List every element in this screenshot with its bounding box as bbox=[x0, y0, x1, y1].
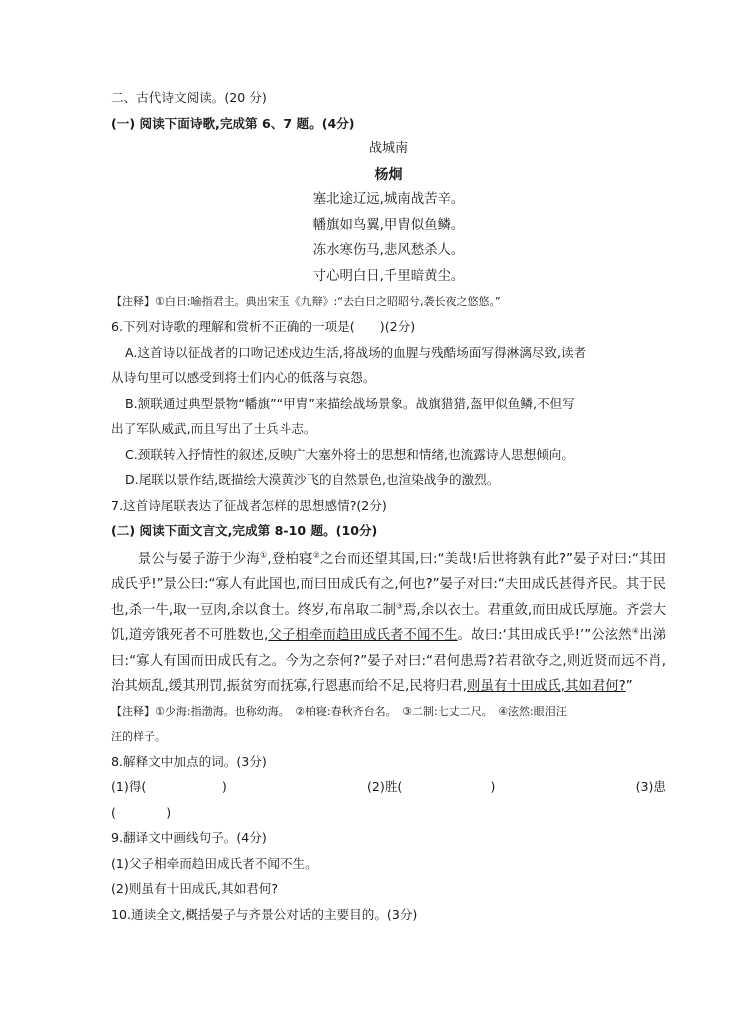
q8-stem: 8.解释文中加点的词。(3分) bbox=[111, 753, 267, 769]
underlined-sentence-2: 则虽有十田成氏,其如君何? bbox=[467, 679, 626, 694]
part2-heading: (二) 阅读下面文言文,完成第 8-10 题。(10分) bbox=[111, 523, 378, 538]
part1-heading: (一) 阅读下面诗歌,完成第 6、7 题。(4分) bbox=[111, 115, 355, 131]
q8-items bbox=[111, 777, 666, 797]
page-content bbox=[111, 88, 666, 930]
q9-item-2: (2)则虽有十田成氏,其如君何? bbox=[111, 881, 279, 896]
q6-option-b-cont: 出了军队威武,而且写出了士兵斗志。 bbox=[111, 421, 317, 436]
poem-line: 幡旗如鸟翼,甲胄似鱼鳞。 bbox=[312, 217, 465, 233]
poem-line: 寸心明白日,千里暗黄尘。 bbox=[312, 268, 465, 284]
section-title: 二、古代诗文阅读。(20 分) bbox=[111, 90, 267, 105]
q6-option-d: D.尾联以景作结,既描绘大漠黄沙飞的自然景色,也渲染战争的激烈。 bbox=[125, 472, 500, 487]
poem-line: 冻水寒伤马,悲风愁杀人。 bbox=[312, 243, 465, 258]
q8-item-3: (3)患 bbox=[635, 779, 666, 794]
q8-item-3-blank: ( ) bbox=[111, 804, 172, 820]
q8-item-1: (1)得( ) bbox=[111, 779, 227, 794]
q6-stem: 6.下列对诗歌的理解和赏析不正确的一项是( )(2分) bbox=[111, 319, 416, 334]
q6-option-a-cont: 从诗句里可以感受到将士们内心的低落与哀怨。 bbox=[111, 370, 376, 385]
q6-option-b: B.颔联通过典型景物“幡旗”“甲胄”来描绘战场景象。战旗猎猎,盔甲似鱼鳞,不但写 bbox=[125, 395, 575, 411]
q9-item-1: (1)父子相牵而趋田成氏者不闻不生。 bbox=[111, 855, 318, 871]
poem-author: 杨炯 bbox=[374, 166, 403, 183]
q8-item-2: (2)胜( ) bbox=[366, 779, 496, 794]
q10-stem: 10.通读全文,概括晏子与齐景公对话的主要目的。(3分) bbox=[111, 906, 418, 922]
q6-option-c: C.颈联转入抒情性的叙述,反映广大塞外将士的思想和情绪,也流露诗人思想倾向。 bbox=[125, 446, 574, 462]
underlined-sentence-1: 父子相牵而趋田成氏者不闻不生 bbox=[268, 628, 458, 643]
q7-stem: 7.这首诗尾联表达了征战者怎样的思想感情?(2分) bbox=[111, 497, 387, 513]
poem-title: 战城南 bbox=[368, 141, 408, 156]
poem-line: 塞北途辽远,城南战苦辛。 bbox=[312, 192, 465, 207]
q6-option-a: A.这首诗以征战者的口吻记述戍边生活,将战场的血腥与残酷场面写得淋漓尽致,读者 bbox=[125, 344, 587, 360]
classical-passage: 景公与晏子游于少海①,登柏寝②之台而还望其国,曰:“美哉!后世将孰有此?”晏子对曰:“其田成氏乎!”景公曰:“寡人有此国也,而曰田成氏有之,何也?”晏子对曰:“夫田成氏甚得齐民。其于民也,杀一牛,取一豆肉,余以食士。终岁,布帛取二制③焉,余以衣士。君重敛,而田成氏厚施。齐尝大饥,道旁饿死者不可胜数也,父子相牵而趋田成氏者不闻不生。故曰:‘其田成氏乎!’”公泫然④出涕曰:“寡人有国而田成氏有之。今为之奈何?”晏子对曰:“君何患焉?若君欲夺之,则近贤而远不肖,治其烦乱,缓其刑罚,振贫穷而抚寡,行恩惠而给不足,民将归君,则虽有十田成氏,其如君何?” bbox=[111, 550, 667, 694]
poem-note: 【注释】①白日:喻指君主。典出宋玉《九辩》:“去白日之昭昭兮,袭长夜之悠悠。” bbox=[111, 295, 501, 308]
passage-note-cont: 汪的样子。 bbox=[111, 729, 166, 743]
passage-note: 【注释】①少海:指渤海。也称幼海。 ②柏寝:春秋齐台名。 ③二制:七丈二尺。 ④泫然:眼泪汪 bbox=[111, 704, 567, 718]
q9-stem: 9.翻译文中画线句子。(4分) bbox=[111, 830, 267, 845]
